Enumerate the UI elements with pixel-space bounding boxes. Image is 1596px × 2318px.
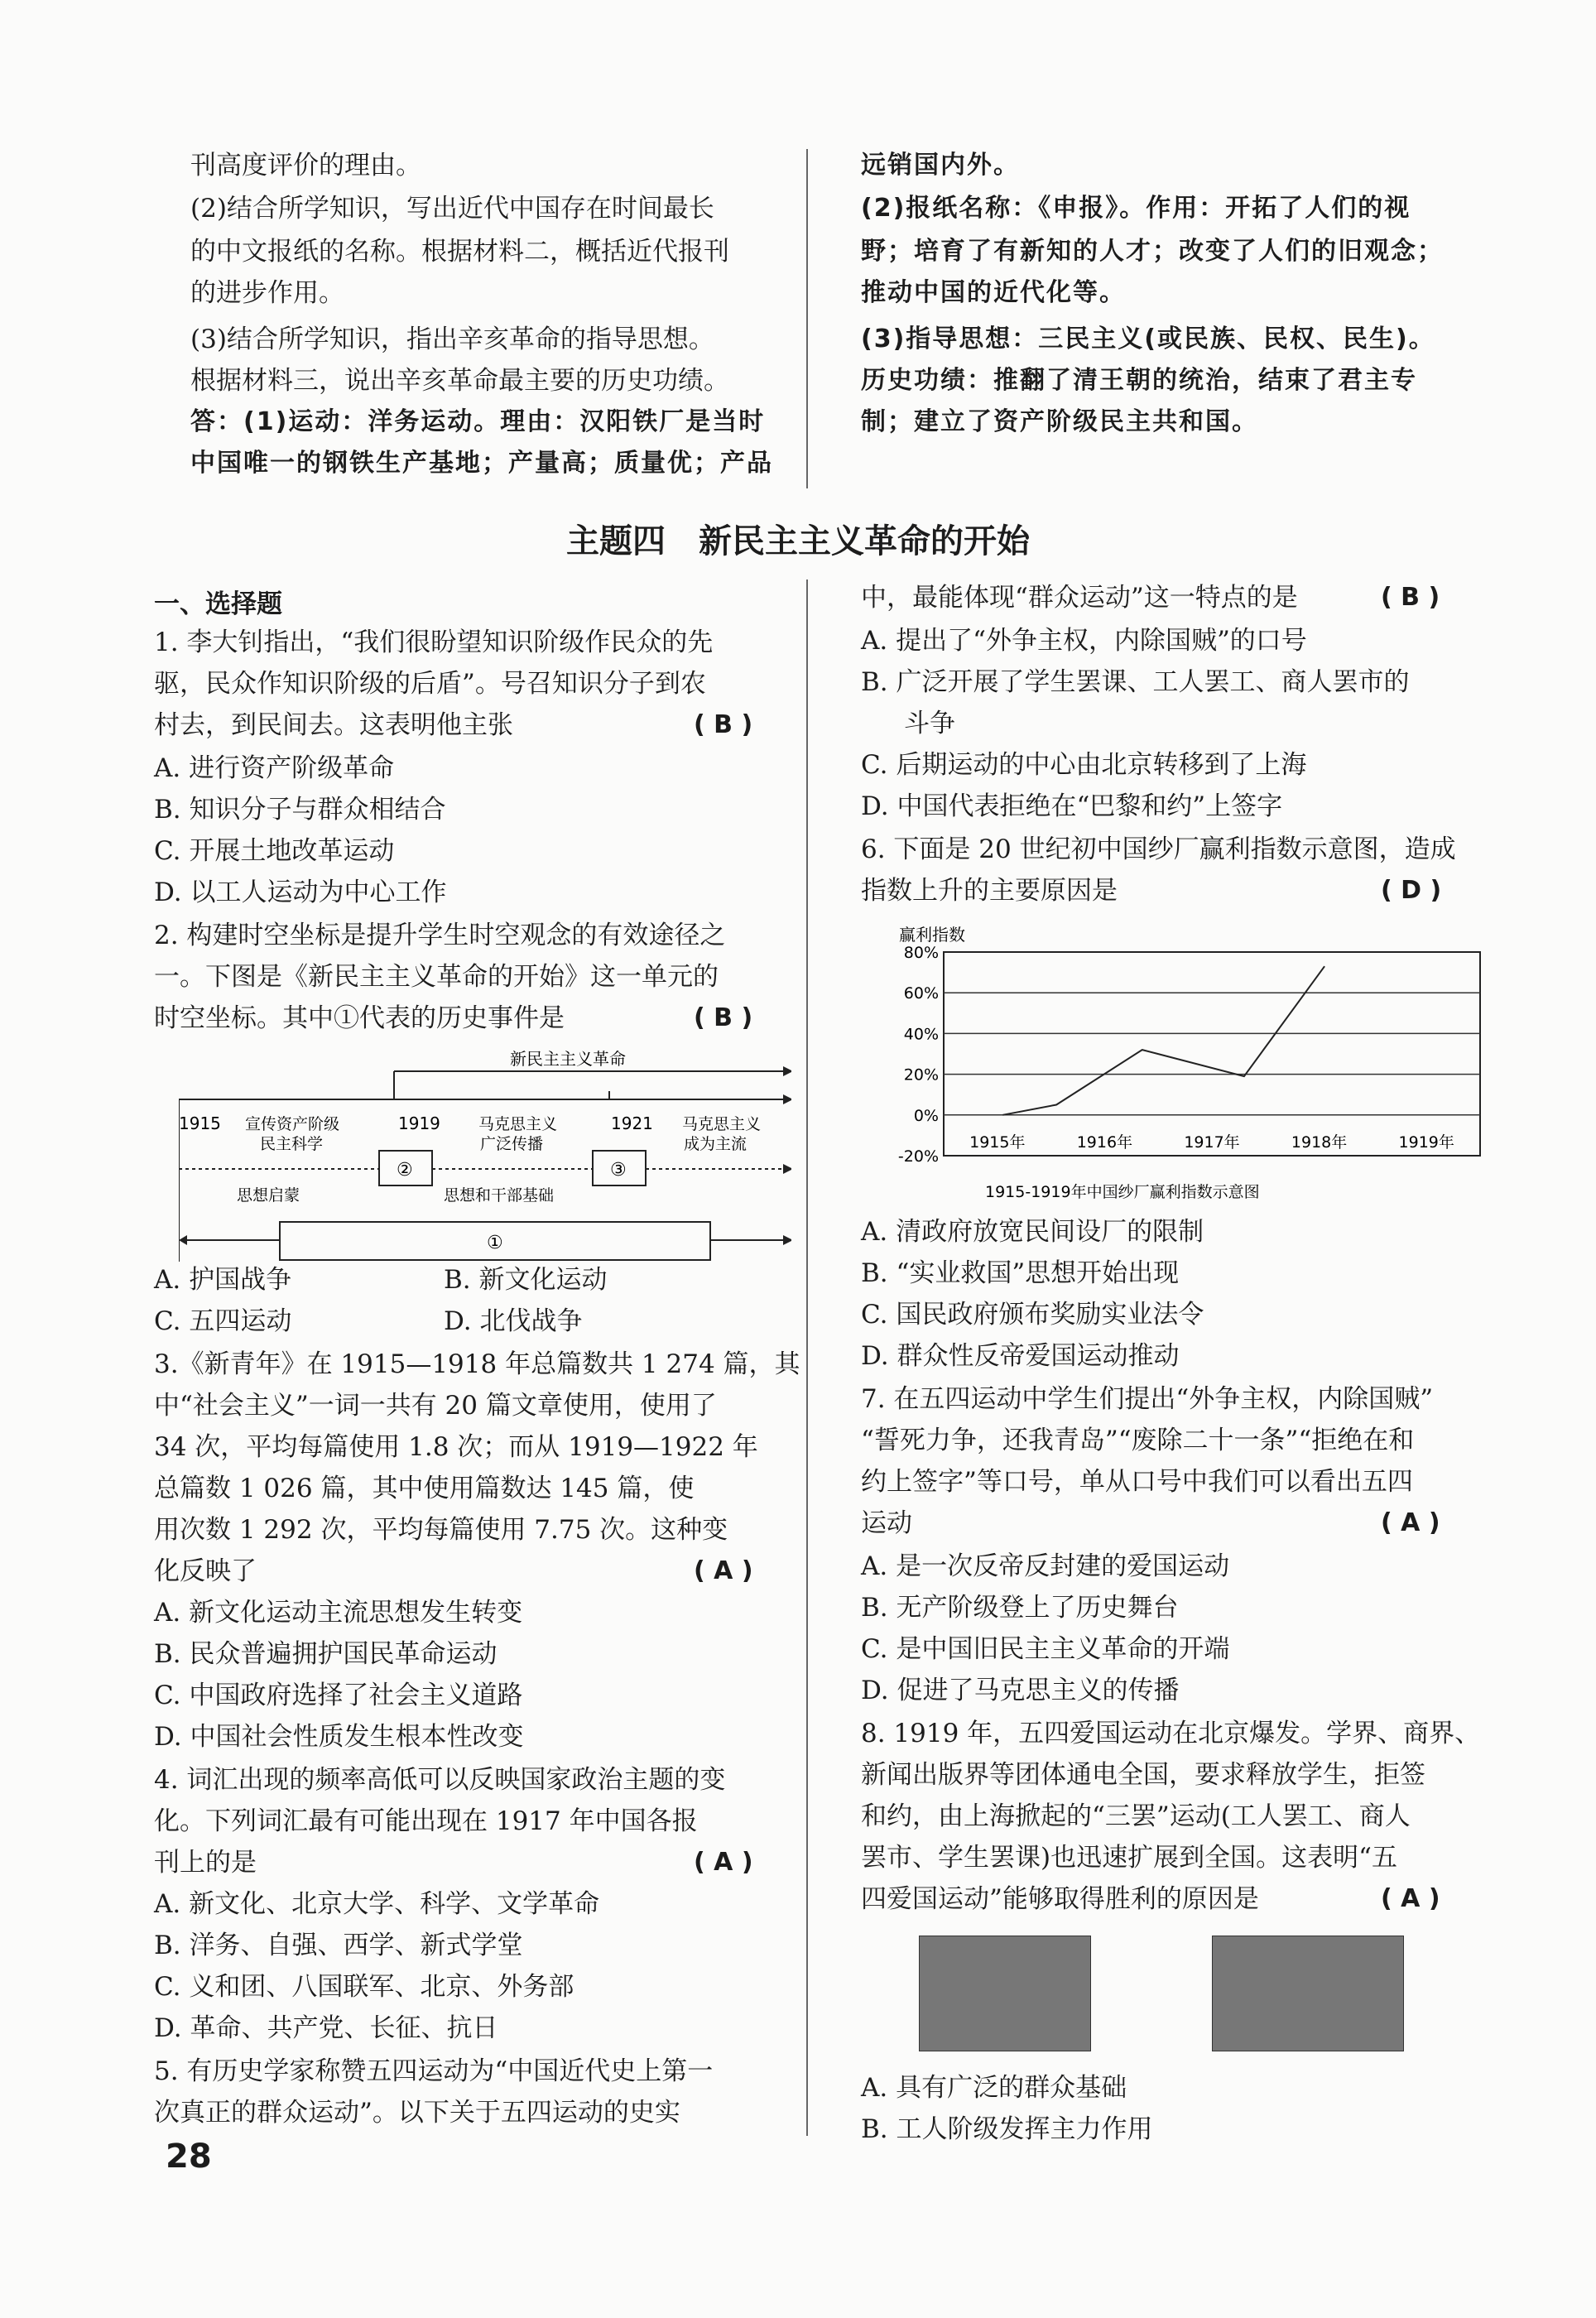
option: A. 进行资产阶级革命 — [154, 753, 395, 783]
option: C. 开展土地改革运动 — [154, 836, 395, 866]
question-text: “誓死力争，还我青岛”“废除二十一条”“拒绝在和 — [861, 1426, 1415, 1455]
page-number: 28 — [166, 2138, 212, 2176]
answer-text: (3)指导思想：三民主义(或民族、民权、民生)。 — [861, 325, 1435, 353]
answer-text: 野；培育了有新知的人才；改变了人们的旧观念； — [861, 237, 1444, 266]
question-text: (2)结合所学知识，写出近代中国存在时间最长 — [190, 194, 714, 224]
question-text: 和约，由上海掀起的“三罢”运动(工人罢工、商人 — [861, 1801, 1411, 1831]
option: D. 群众性反帝爱国运动推动 — [861, 1341, 1180, 1371]
y-tick-label: 60% — [903, 984, 939, 1003]
timeline-label: 宣传资产阶级 — [245, 1115, 340, 1133]
answer-text: 答：(1)运动：洋务运动。理由：汉阳铁厂是当时 — [190, 407, 766, 436]
timeline-year: 1915 — [179, 1113, 221, 1133]
option: 斗争 — [904, 709, 955, 738]
y-tick-label: 20% — [903, 1065, 939, 1084]
may-fourth-photo-2 — [1212, 1936, 1404, 2051]
timeline-label: 民主科学 — [260, 1135, 324, 1153]
x-tick-label: 1916年 — [1076, 1133, 1133, 1152]
option: D. 以工人运动为中心工作 — [154, 878, 447, 907]
timeline-diagram — [179, 1046, 791, 1262]
option: B. 知识分子与群众相结合 — [154, 795, 446, 825]
chart-caption: 1915-1919年中国纱厂赢利指数示意图 — [985, 1183, 1260, 1201]
answer-text: 推动中国的近代化等。 — [861, 278, 1126, 307]
option: D. 中国社会性质发生根本性改变 — [154, 1722, 524, 1752]
question-text: 次真正的群众运动”。以下关于五四运动的史实 — [154, 2098, 680, 2128]
option: A. 新文化、北京大学、科学、文学革命 — [154, 1889, 600, 1919]
answer-key: ( B ) — [694, 710, 753, 739]
question-1: 1. 李大钊指出，“我们很盼望知识阶级作民众的先 — [154, 628, 714, 657]
left-main-column — [154, 626, 800, 2157]
question-4: 4. 词汇出现的频率高低可以反映国家政治主题的变 — [154, 1765, 726, 1795]
answer-text: 中国唯一的钢铁生产基地；产量高；质量优；产品 — [190, 449, 773, 478]
question-text: 运动 — [861, 1508, 912, 1538]
question-text: 刊上的是 — [154, 1848, 257, 1878]
timeline-top-label: 新民主主义革命 — [510, 1049, 626, 1069]
section-title: 主题四 新民主主义革命的开始 — [566, 522, 1030, 560]
answer-key: ( A ) — [694, 1556, 753, 1585]
option: D. 中国代表拒绝在“巴黎和约”上签字 — [861, 791, 1283, 821]
option: C. 后期运动的中心由北京转移到了上海 — [861, 750, 1307, 780]
question-8: 8. 1919 年，五四爱国运动在北京爆发。学界、商界、 — [861, 1719, 1481, 1748]
timeline-label: 成为主流 — [684, 1135, 748, 1153]
column-divider-main — [806, 580, 808, 2136]
answer-text: 制；建立了资产阶级民主共和国。 — [861, 407, 1258, 436]
option: B. 工人阶级发挥主力作用 — [861, 2114, 1153, 2144]
option: B. 新文化运动 — [444, 1265, 608, 1295]
option: D. 北伐战争 — [444, 1306, 583, 1336]
question-text: 指数上升的主要原因是 — [861, 876, 1118, 906]
may-fourth-photo-1 — [919, 1936, 1091, 2051]
question-text: 根据材料三，说出辛亥革命最主要的历史功绩。 — [190, 366, 729, 396]
question-text: 四爱国运动”能够取得胜利的原因是 — [861, 1884, 1259, 1914]
option: C. 国民政府颁布奖励实业法令 — [861, 1300, 1204, 1330]
timeline-year: 1919 — [398, 1113, 440, 1133]
question-text: 时空坐标。其中①代表的历史事件是 — [154, 1003, 565, 1033]
x-tick-label: 1917年 — [1184, 1133, 1240, 1152]
timeline-box-label: ① — [487, 1233, 503, 1253]
question-text: 的中文报纸的名称。根据材料二，概括近代报刊 — [190, 237, 729, 267]
option: A. 是一次反帝反封建的爱国运动 — [861, 1551, 1230, 1581]
y-tick-label: 40% — [903, 1025, 939, 1044]
timeline-box-label: ③ — [610, 1160, 627, 1181]
timeline-lower-label: 思想启蒙 — [237, 1186, 300, 1205]
answer-key: ( A ) — [694, 1848, 753, 1877]
question-text: 约上签字”等口号，单从口号中我们可以看出五四 — [861, 1467, 1413, 1497]
profit-index-chart — [877, 919, 1490, 1209]
chart-ylabel: 赢利指数 — [899, 925, 965, 945]
answer-text: 历史功绩：推翻了清王朝的统治，结束了君主专 — [861, 366, 1417, 395]
option: C. 义和团、八国联军、北京、外务部 — [154, 1972, 574, 2002]
series-line — [1002, 966, 1324, 1115]
question-7: 7. 在五四运动中学生们提出“外争主权，内除国贼” — [861, 1384, 1434, 1414]
question-text: 总篇数 1 026 篇，其中使用篇数达 145 篇，使 — [154, 1474, 695, 1503]
question-2: 2. 构建时空坐标是提升学生时空观念的有效途径之 — [154, 921, 726, 950]
option: A. 提出了“外争主权，内除国贼”的口号 — [861, 626, 1307, 656]
question-5: 5. 有历史学家称赞五四运动为“中国近代史上第一 — [154, 2056, 714, 2086]
question-3: 3.《新青年》在 1915—1918 年总篇数共 1 274 篇，其 — [154, 1349, 800, 1379]
option: C. 五四运动 — [154, 1306, 292, 1336]
timeline-box-label: ② — [397, 1160, 413, 1181]
section-heading: 一、选择题 — [154, 589, 282, 619]
question-text: 化。下列词汇最有可能出现在 1917 年中国各报 — [154, 1806, 698, 1836]
answer-key: ( A ) — [1381, 1884, 1440, 1913]
timeline-year: 1921 — [611, 1113, 653, 1133]
option: B. 洋务、自强、西学、新式学堂 — [154, 1931, 523, 1960]
answer-text: 远销国内外。 — [861, 151, 1020, 180]
option: C. 中国政府选择了社会主义道路 — [154, 1681, 523, 1710]
question-text: 的进步作用。 — [190, 278, 344, 308]
question-text: 刊高度评价的理由。 — [190, 151, 421, 180]
x-tick-label: 1915年 — [969, 1133, 1026, 1152]
question-text: (3)结合所学知识，指出辛亥革命的指导思想。 — [190, 325, 714, 354]
timeline-lower-label: 思想和干部基础 — [444, 1186, 555, 1205]
question-text: 新闻出版界等团体通电全国，要求释放学生，拒签 — [861, 1760, 1425, 1790]
question-text: 村去，到民间去。这表明他主张 — [154, 710, 513, 740]
question-text: 化反映了 — [154, 1556, 257, 1586]
answer-key: ( B ) — [1381, 583, 1440, 612]
answer-key: ( A ) — [1381, 1508, 1440, 1537]
question-text: 34 次，平均每篇使用 1.8 次；而从 1919—1922 年 — [154, 1432, 758, 1462]
question-text: 罢市、学生罢课)也迅速扩展到全国。这表明“五 — [861, 1843, 1397, 1873]
column-divider-top — [806, 149, 808, 488]
x-tick-label: 1919年 — [1398, 1133, 1454, 1152]
option: D. 促进了马克思主义的传播 — [861, 1676, 1180, 1705]
question-text: 中“社会主义”一词一共有 20 篇文章使用，使用了 — [154, 1391, 717, 1421]
x-tick-label: 1918年 — [1291, 1133, 1348, 1152]
answer-text: (2)报纸名称：《申报》。作用：开拓了人们的视 — [861, 194, 1411, 223]
y-tick-label: 0% — [913, 1106, 939, 1125]
option: A. 清政府放宽民间设厂的限制 — [861, 1217, 1204, 1247]
question-6: 6. 下面是 20 世纪初中国纱厂赢利指数示意图，造成 — [861, 834, 1456, 864]
answer-key: ( D ) — [1381, 876, 1442, 905]
option: B. 无产阶级登上了历史舞台 — [861, 1593, 1179, 1623]
timeline-label: 广泛传播 — [480, 1135, 544, 1153]
question-text: 驱，民众作知识阶级的后盾”。号召知识分子到农 — [154, 669, 706, 699]
timeline-label: 马克思主义 — [478, 1115, 558, 1133]
y-tick-label: -20% — [897, 1147, 939, 1166]
question-text: 中，最能体现“群众运动”这一特点的是 — [861, 583, 1298, 613]
option: B. 广泛开展了学生罢课、工人罢工、商人罢市的 — [861, 667, 1410, 697]
option: D. 革命、共产党、长征、抗日 — [154, 2013, 498, 2043]
option: A. 护国战争 — [154, 1265, 292, 1295]
option: C. 是中国旧民主主义革命的开端 — [861, 1634, 1230, 1664]
option: A. 新文化运动主流思想发生转变 — [154, 1598, 523, 1628]
option: A. 具有广泛的群众基础 — [861, 2073, 1127, 2103]
question-text: 用次数 1 292 次，平均每篇使用 7.75 次。这种变 — [154, 1515, 728, 1545]
option: B. 民众普遍拥护国民革命运动 — [154, 1639, 498, 1669]
y-tick-label: 80% — [903, 944, 939, 962]
option: B. “实业救国”思想开始出现 — [861, 1258, 1180, 1288]
answer-key: ( B ) — [694, 1003, 753, 1032]
chart-frame — [944, 952, 1480, 1156]
timeline-label: 马克思主义 — [682, 1115, 762, 1133]
right-main-column — [861, 581, 1490, 2154]
question-text: 一。下图是《新民主主义革命的开始》这一单元的 — [154, 962, 719, 992]
